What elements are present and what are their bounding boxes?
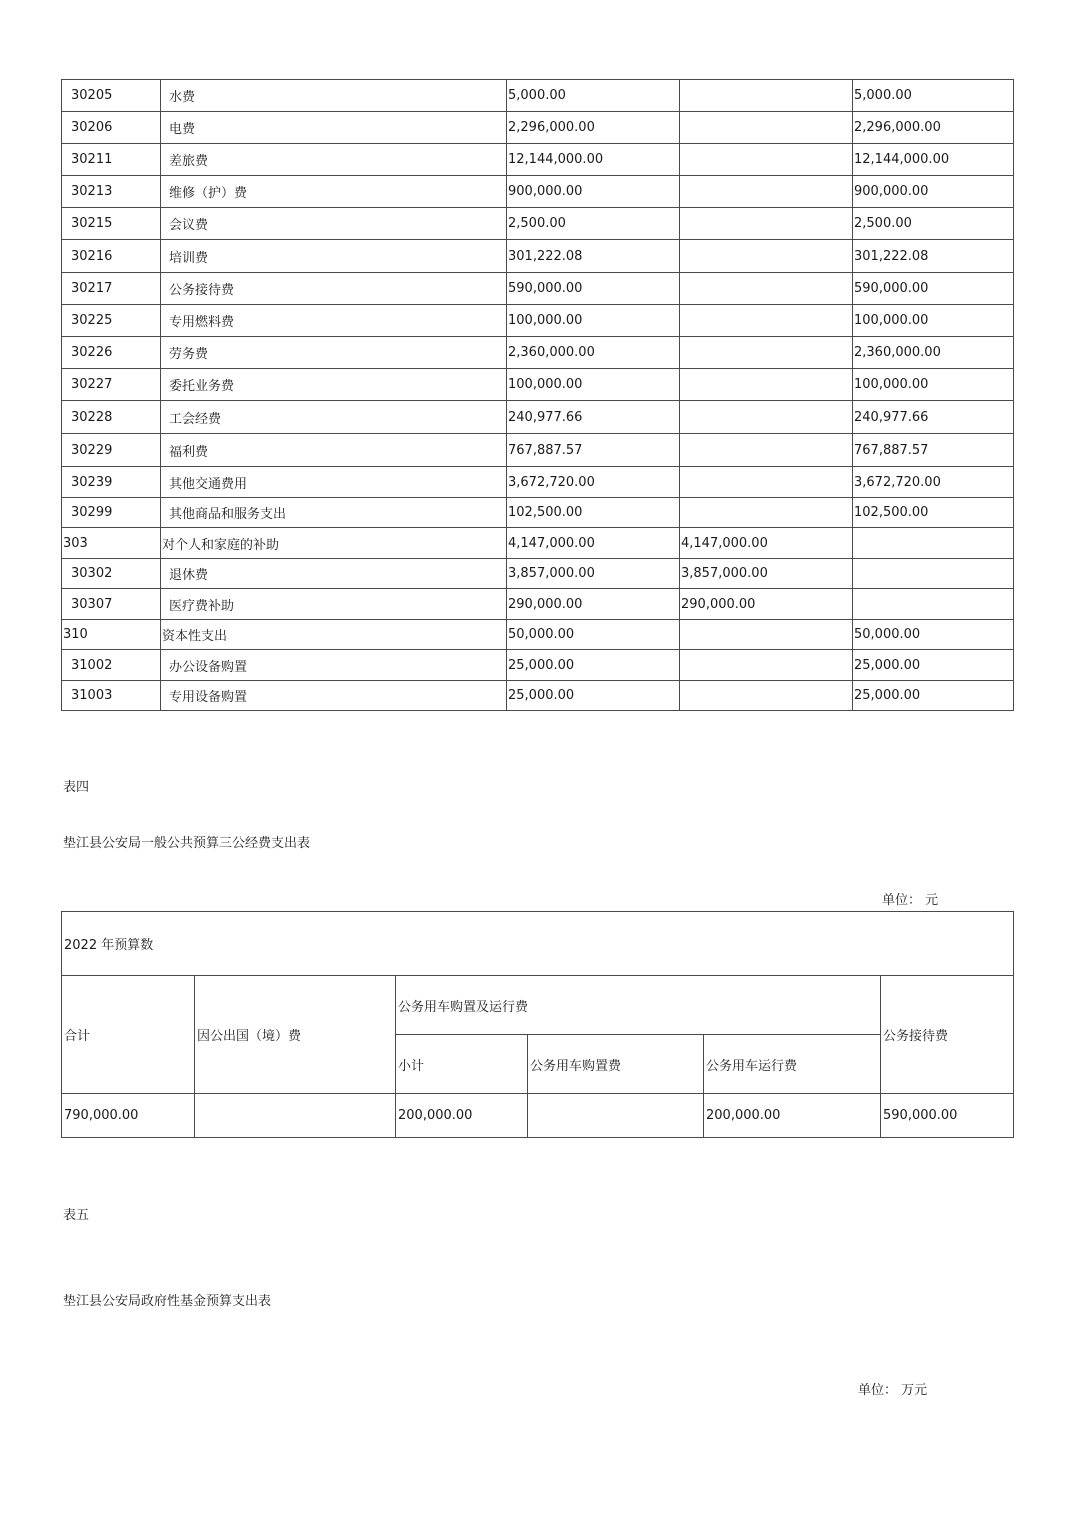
project-expenditure-cell (853, 589, 1014, 620)
code-cell: 30217 (62, 273, 161, 305)
project-expenditure-cell: 590,000.00 (853, 273, 1014, 305)
table-row (62, 1094, 1014, 1138)
name-cell: 对个人和家庭的补助 (161, 528, 507, 559)
table-row (62, 369, 1014, 401)
project-expenditure-cell: 2,296,000.00 (853, 112, 1014, 144)
name-cell: 水费 (161, 80, 507, 112)
basic-expenditure-cell (680, 681, 853, 711)
total-cell: 2,296,000.00 (507, 112, 680, 144)
table-row (62, 401, 1014, 434)
table-row (62, 273, 1014, 305)
total-cell: 12,144,000.00 (507, 144, 680, 176)
basic-expenditure-cell (680, 498, 853, 528)
table-row (62, 467, 1014, 498)
total-cell: 767,887.57 (507, 434, 680, 467)
basic-expenditure-cell (680, 620, 853, 650)
project-expenditure-cell: 767,887.57 (853, 434, 1014, 467)
code-cell: 30229 (62, 434, 161, 467)
name-cell: 资本性支出 (161, 620, 507, 650)
project-expenditure-cell: 2,360,000.00 (853, 337, 1014, 369)
table-row (62, 112, 1014, 144)
code-cell: 30227 (62, 369, 161, 401)
expenditure-table (61, 79, 1014, 711)
basic-expenditure-cell (680, 208, 853, 240)
code-cell: 310 (62, 620, 161, 650)
project-expenditure-cell (853, 559, 1014, 589)
project-expenditure-cell: 5,000.00 (853, 80, 1014, 112)
name-cell: 差旅费 (161, 144, 507, 176)
basic-expenditure-cell (680, 467, 853, 498)
total-cell: 50,000.00 (507, 620, 680, 650)
name-cell: 维修（护）费 (161, 176, 507, 208)
basic-expenditure-cell (680, 273, 853, 305)
name-cell: 其他交通费用 (161, 467, 507, 498)
basic-expenditure-cell (680, 434, 853, 467)
project-expenditure-cell: 100,000.00 (853, 305, 1014, 337)
table-row (62, 650, 1014, 681)
project-expenditure-cell: 2,500.00 (853, 208, 1014, 240)
table5-unit: 单位： 万元 (858, 1383, 928, 1398)
code-cell: 303 (62, 528, 161, 559)
value-subtotal: 200,000.00 (396, 1094, 528, 1138)
basic-expenditure-cell (680, 369, 853, 401)
code-cell: 30239 (62, 467, 161, 498)
value-reception: 590,000.00 (881, 1094, 1014, 1138)
project-expenditure-cell: 240,977.66 (853, 401, 1014, 434)
table4-label: 表四 (63, 780, 90, 795)
code-cell: 30213 (62, 176, 161, 208)
name-cell: 培训费 (161, 240, 507, 273)
basic-expenditure-cell: 290,000.00 (680, 589, 853, 620)
project-expenditure-cell: 12,144,000.00 (853, 144, 1014, 176)
header-reception: 公务接待费 (881, 976, 1014, 1094)
code-cell: 30302 (62, 559, 161, 589)
total-cell: 2,360,000.00 (507, 337, 680, 369)
code-cell: 30307 (62, 589, 161, 620)
header-subtotal: 小计 (396, 1035, 528, 1094)
basic-expenditure-cell (680, 112, 853, 144)
basic-expenditure-cell (680, 176, 853, 208)
basic-expenditure-cell (680, 401, 853, 434)
basic-expenditure-cell (680, 337, 853, 369)
code-cell: 31003 (62, 681, 161, 711)
basic-expenditure-cell (680, 144, 853, 176)
total-cell: 900,000.00 (507, 176, 680, 208)
code-cell: 30228 (62, 401, 161, 434)
name-cell: 医疗费补助 (161, 589, 507, 620)
header-abroad: 因公出国（境）费 (195, 976, 396, 1094)
name-cell: 福利费 (161, 434, 507, 467)
value-total: 790,000.00 (62, 1094, 195, 1138)
project-expenditure-cell: 50,000.00 (853, 620, 1014, 650)
code-cell: 30211 (62, 144, 161, 176)
table-row (62, 80, 1014, 112)
name-cell: 其他商品和服务支出 (161, 498, 507, 528)
name-cell: 专用燃料费 (161, 305, 507, 337)
table4-title: 垫江县公安局一般公共预算三公经费支出表 (63, 836, 311, 851)
basic-expenditure-cell (680, 650, 853, 681)
table-row (62, 434, 1014, 467)
project-expenditure-cell: 3,672,720.00 (853, 467, 1014, 498)
total-cell: 100,000.00 (507, 305, 680, 337)
value-vehicle-purchase (528, 1094, 704, 1138)
table-row (62, 681, 1014, 711)
name-cell: 工会经费 (161, 401, 507, 434)
name-cell: 电费 (161, 112, 507, 144)
total-cell: 25,000.00 (507, 681, 680, 711)
project-expenditure-cell: 25,000.00 (853, 650, 1014, 681)
total-cell: 102,500.00 (507, 498, 680, 528)
table-row (62, 976, 1014, 1035)
header-vehicle-purchase: 公务用车购置费 (528, 1035, 704, 1094)
code-cell: 30206 (62, 112, 161, 144)
table-row (62, 559, 1014, 589)
total-cell: 301,222.08 (507, 240, 680, 273)
table5-label: 表五 (63, 1208, 90, 1223)
expenditure-table-body (62, 80, 1014, 711)
project-expenditure-cell (853, 528, 1014, 559)
table-row (62, 528, 1014, 559)
table-row (62, 305, 1014, 337)
name-cell: 会议费 (161, 208, 507, 240)
value-abroad (195, 1094, 396, 1138)
total-cell: 290,000.00 (507, 589, 680, 620)
name-cell: 办公设备购置 (161, 650, 507, 681)
table-row (62, 176, 1014, 208)
value-vehicle-operation: 200,000.00 (704, 1094, 881, 1138)
project-expenditure-cell: 900,000.00 (853, 176, 1014, 208)
total-cell: 590,000.00 (507, 273, 680, 305)
table-row (62, 589, 1014, 620)
table-row (62, 498, 1014, 528)
total-cell: 2,500.00 (507, 208, 680, 240)
total-cell: 3,672,720.00 (507, 467, 680, 498)
name-cell: 专用设备购置 (161, 681, 507, 711)
code-cell: 30205 (62, 80, 161, 112)
header-vehicle-operation: 公务用车运行费 (704, 1035, 881, 1094)
total-cell: 100,000.00 (507, 369, 680, 401)
total-cell: 5,000.00 (507, 80, 680, 112)
name-cell: 委托业务费 (161, 369, 507, 401)
table-row (62, 240, 1014, 273)
code-cell: 30299 (62, 498, 161, 528)
code-cell: 30216 (62, 240, 161, 273)
table-row (62, 144, 1014, 176)
header-year: 2022 年预算数 (62, 912, 1014, 976)
header-vehicle-group: 公务用车购置及运行费 (396, 976, 881, 1035)
basic-expenditure-cell: 3,857,000.00 (680, 559, 853, 589)
table-row (62, 912, 1014, 976)
code-cell: 30226 (62, 337, 161, 369)
code-cell: 30225 (62, 305, 161, 337)
name-cell: 劳务费 (161, 337, 507, 369)
basic-expenditure-cell (680, 305, 853, 337)
total-cell: 4,147,000.00 (507, 528, 680, 559)
project-expenditure-cell: 100,000.00 (853, 369, 1014, 401)
code-cell: 31002 (62, 650, 161, 681)
name-cell: 退休费 (161, 559, 507, 589)
project-expenditure-cell: 301,222.08 (853, 240, 1014, 273)
code-cell: 30215 (62, 208, 161, 240)
basic-expenditure-cell (680, 240, 853, 273)
project-expenditure-cell: 102,500.00 (853, 498, 1014, 528)
table5-title: 垫江县公安局政府性基金预算支出表 (63, 1294, 272, 1309)
total-cell: 240,977.66 (507, 401, 680, 434)
table-row (62, 337, 1014, 369)
three-public-expenses-table (61, 911, 1014, 1138)
table4-unit: 单位： 元 (882, 893, 939, 908)
project-expenditure-cell: 25,000.00 (853, 681, 1014, 711)
basic-expenditure-cell: 4,147,000.00 (680, 528, 853, 559)
name-cell: 公务接待费 (161, 273, 507, 305)
header-total: 合计 (62, 976, 195, 1094)
total-cell: 3,857,000.00 (507, 559, 680, 589)
table-row (62, 208, 1014, 240)
table-row (62, 620, 1014, 650)
basic-expenditure-cell (680, 80, 853, 112)
total-cell: 25,000.00 (507, 650, 680, 681)
